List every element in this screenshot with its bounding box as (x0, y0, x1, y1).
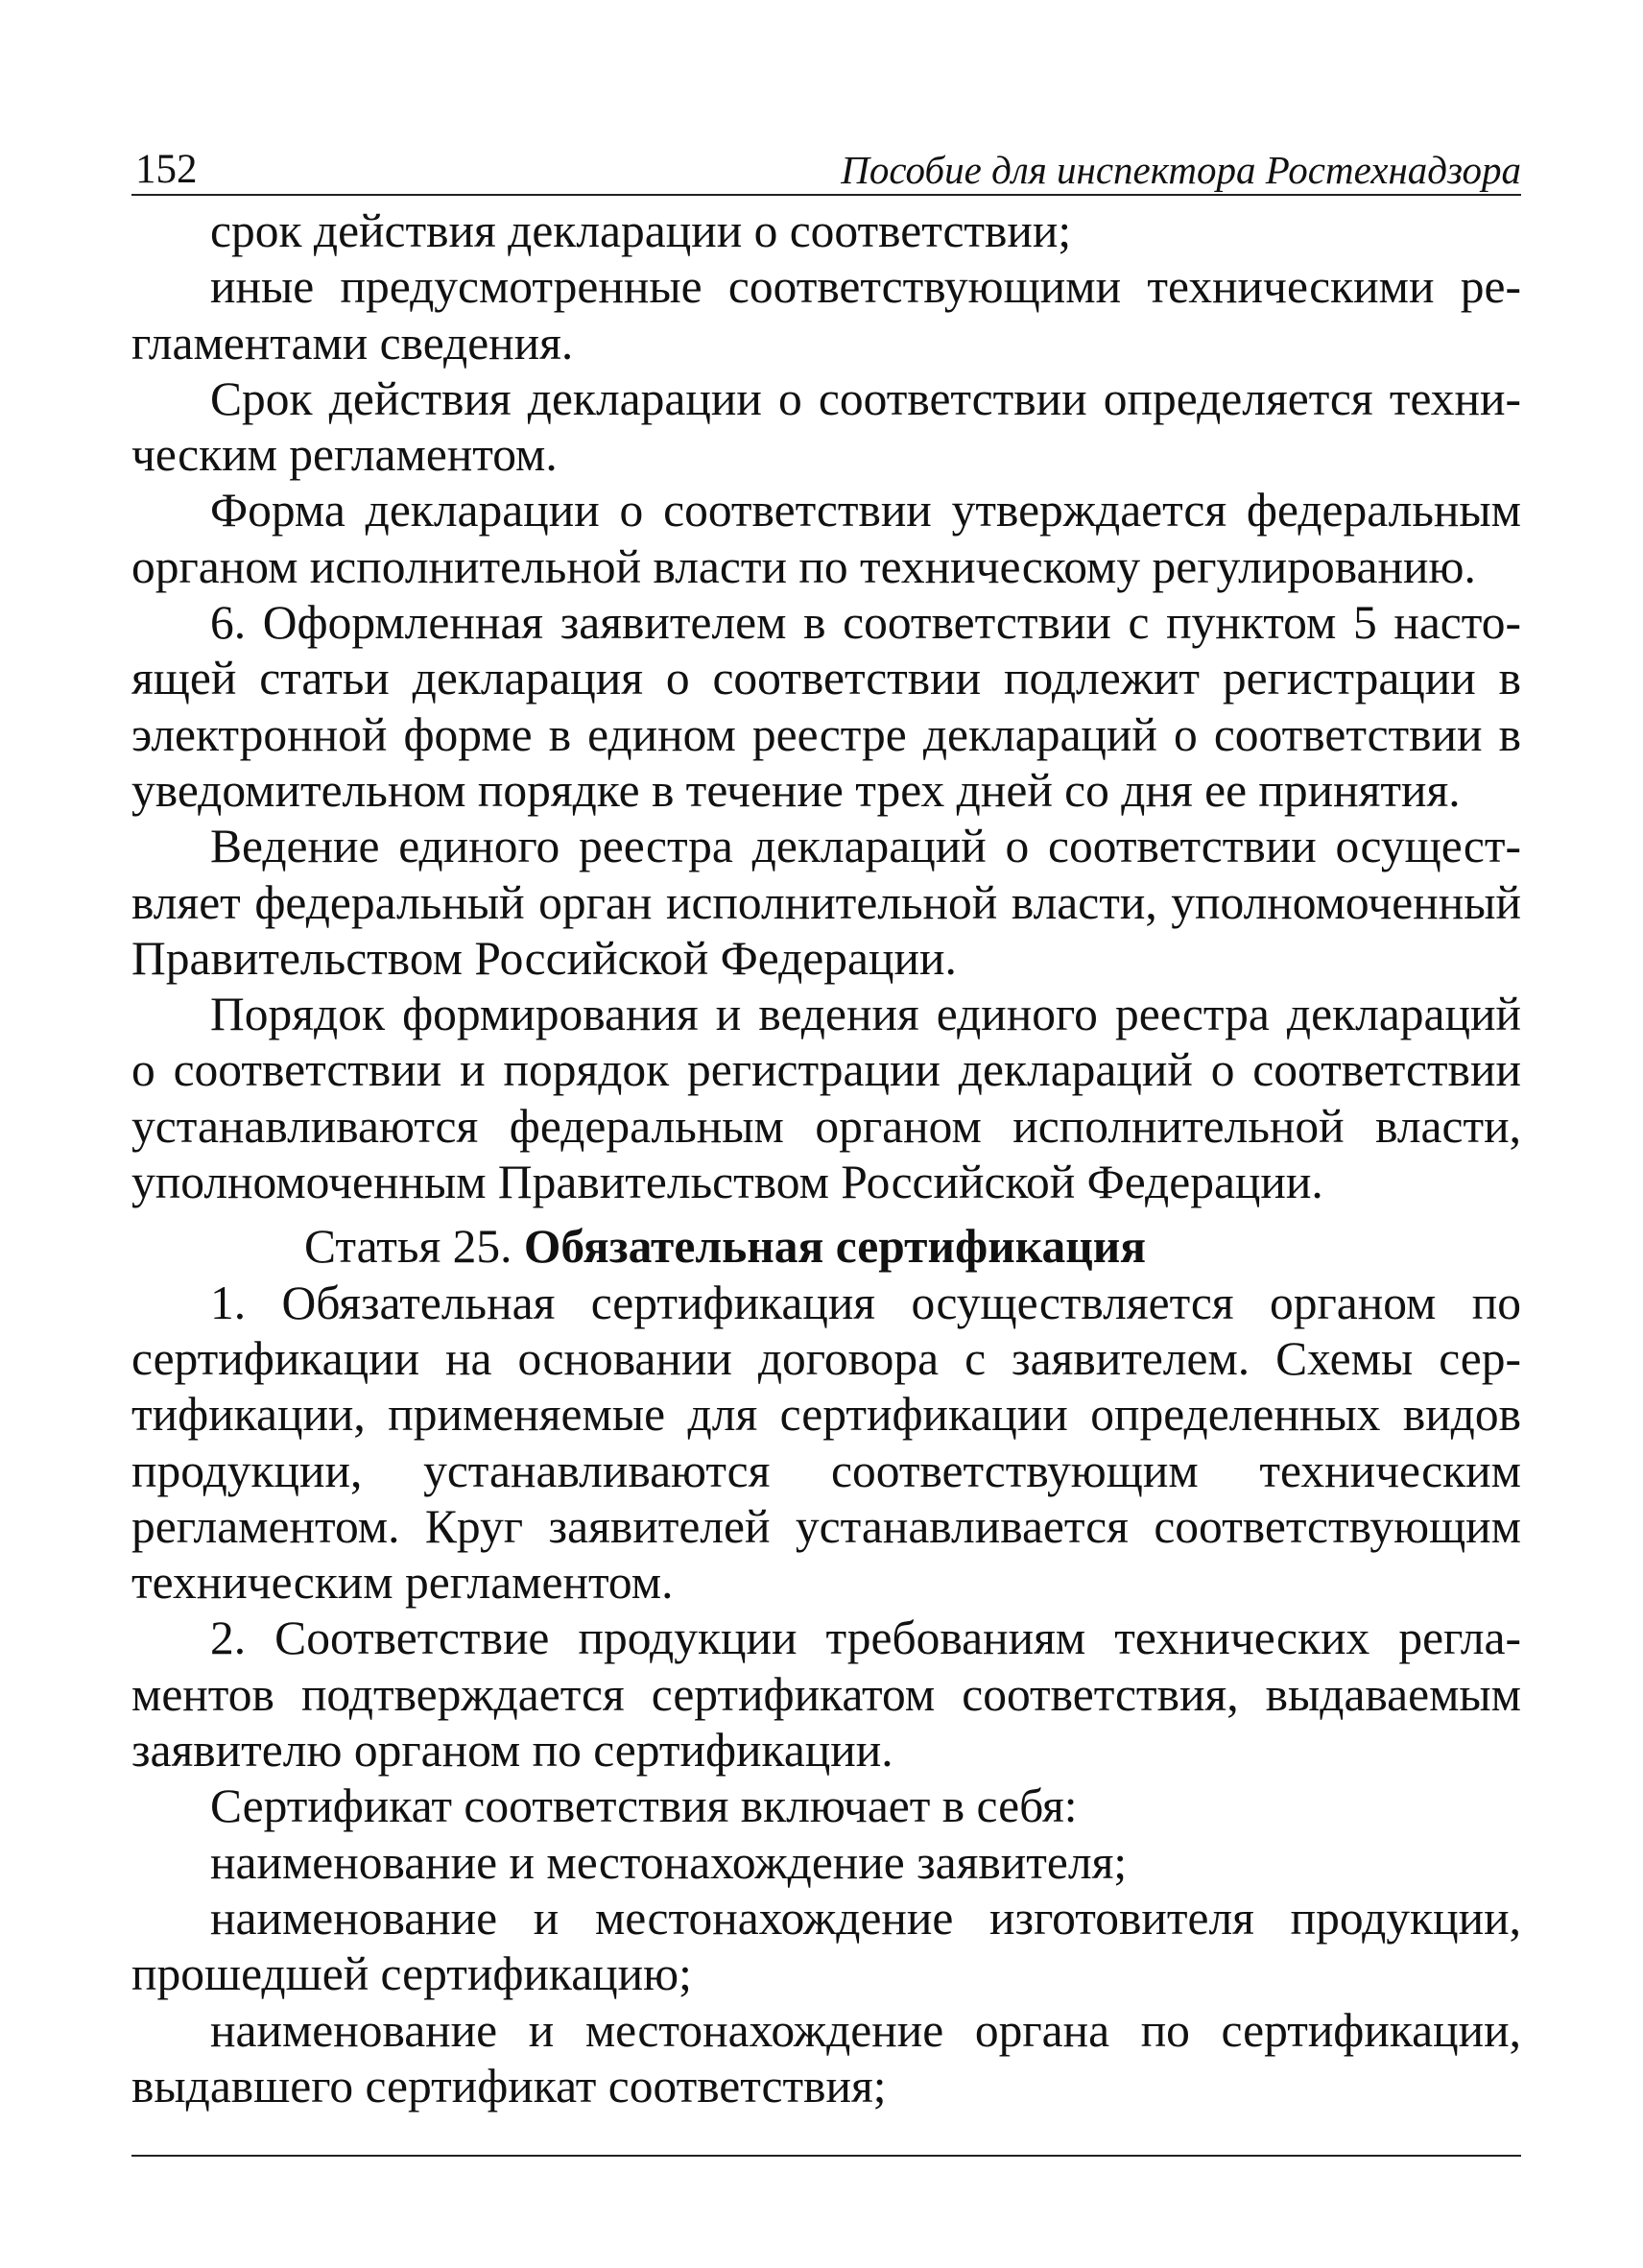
bottom-rule (131, 2155, 1521, 2157)
paragraph: наименование и местонахождение изготовителя продукции, прошедшей сертификацию; (131, 1891, 1521, 2001)
document-page (131, 134, 1521, 2114)
running-title: Пособие для инспектора Ростехнадзора (841, 148, 1521, 192)
paragraph: наименование и местонахождение заявителя; (210, 1835, 1128, 1889)
paragraph: Срок действия декларации о соответствии определяется техническим регламентом. (131, 371, 1521, 482)
paragraph: Ведение единого реестра деклараций о соответствии осуществляет федеральный орган исполнительной власти, уполномоченный Правительством Российской Федерации. (131, 820, 1521, 985)
article-number: Статья 25. (304, 1220, 512, 1274)
paragraph: Сертификат соответствия включает в себя: (210, 1779, 1078, 1833)
page-number: 152 (135, 147, 198, 192)
paragraph: 2. Соответствие продукции требованиям технических регламентов подтверждается сертификатом соответствия, выдаваемым заявителю органом по сертификации. (131, 1611, 1521, 1778)
paragraph: иные предусмотренные соответствующими техническими регламентами сведения. (131, 260, 1521, 370)
paragraph: Порядок формирования и ведения единого реестра деклараций о соответствии и порядок регистрации деклараций о соответствии устанавливаются федеральным органом исполнительной власти, уполномоченным Правительством Российской Федерации. (131, 988, 1521, 1209)
body-text (131, 203, 1521, 2114)
paragraph: 6. Оформленная заявителем в соответствии с пунктом 5 настоящей статьи декларация о соответствии подлежит регистрации в электронной форме в едином реестре деклараций о соответствии в уведомительном порядке в течение трех дней со дня ее принятия. (131, 596, 1521, 817)
paragraph: Форма декларации о соответствии утверждается федеральным органом исполнительной власти по техническому регулированию. (131, 484, 1521, 593)
paragraph: 1. Обязательная сертификация осуществляется органом по сертификации на основании договора с заявителем. Схемы сертификации, применяемые для сертификации определенных видов продукции, устанавливаются соответствующим техническим регламентом. Круг заявителей устанавливается соответствующим техническим регламентом. (131, 1276, 1521, 1610)
paragraph: срок действия декларации о соответствии; (210, 204, 1072, 257)
article-heading (131, 1219, 1521, 1275)
running-header (131, 134, 1521, 196)
article-title: Обязательная сертификация (523, 1220, 1147, 1274)
paragraph: наименование и местонахождение органа по сертификации, выдавшего сертификат соответствия; (131, 2003, 1521, 2113)
